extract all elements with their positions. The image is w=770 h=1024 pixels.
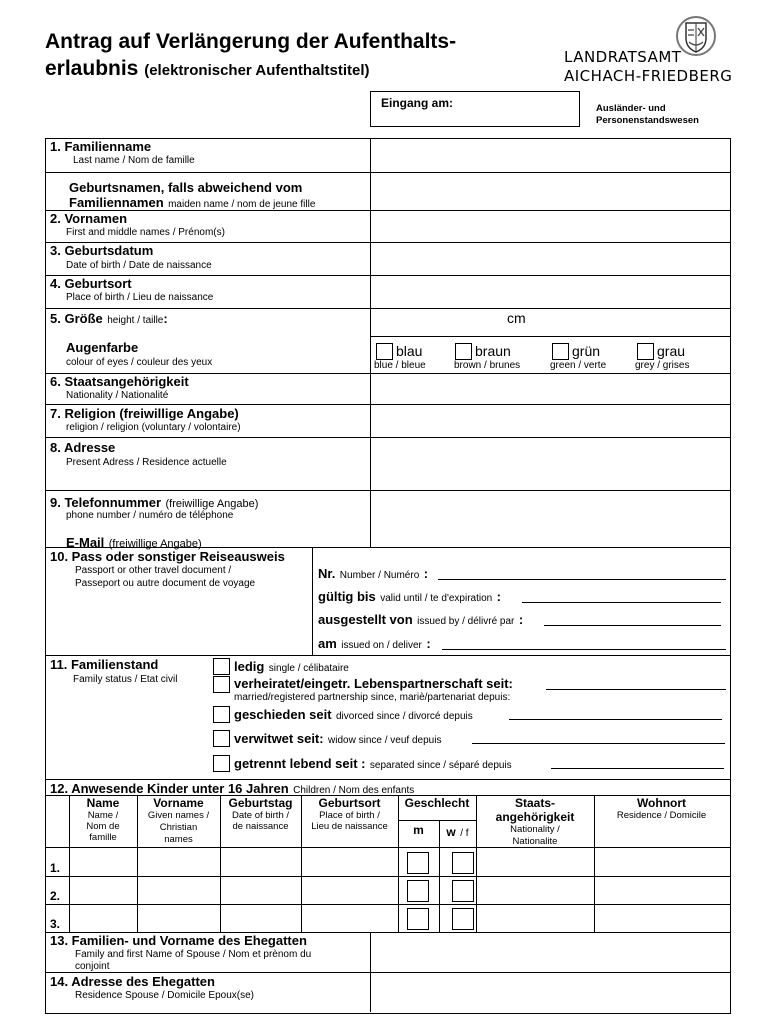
telefon-email-input[interactable] [371,491,729,547]
col-w-header-row [439,823,476,841]
marital-separated-row [234,755,512,773]
col-vorname-sub1: Given names / [147,810,210,821]
pass-am-input[interactable] [442,649,726,650]
col-geschlecht-header: Geschlecht [404,796,470,810]
eye-brown-label: braun [475,343,511,359]
staatsangehoerigkeit-input[interactable] [371,374,729,404]
field-groesse-sub: height / taille [107,315,164,326]
child-row-2-male-checkbox[interactable] [407,880,429,902]
pass-issued-colon: : [518,612,524,627]
eye-green-sub: green / verte [550,360,607,371]
field-kinder-sub: Children / Nom des enfants [293,785,415,796]
col-vorname-header: Vorname [153,796,204,810]
field-geburtsdatum-sub: Date of birth / Date de naissance [66,260,212,271]
eye-brown-checkbox[interactable] [455,343,472,360]
col-name-sub2: Nom de [86,821,120,832]
child-row-3-male-checkbox[interactable] [407,908,429,930]
pass-issued-input[interactable] [544,625,721,626]
field-adresse-label: 8. Adresse [50,440,116,455]
field-pass-sub2: Passeport ou autre document de voyage [75,578,256,589]
field-telefon-sub: phone number / numéro de téléphone [66,510,234,521]
col-geburtsort-sub1: Place of birth / [319,810,380,821]
field-geburtsdatum-label: 3. Geburtsdatum [50,243,154,258]
child-row-1-number: 1. [50,861,61,875]
familienname-input[interactable] [371,139,729,172]
marital-ledig-checkbox[interactable] [213,658,230,675]
child-row-3-number: 3. [50,917,61,931]
col-staats-sub2: Nationalite [512,836,558,847]
form-title: Antrag auf Verlängerung der Aufenthalts- [45,30,457,53]
col-staats-header1: Staats- [514,796,555,810]
pass-am-sub: issued on / deliver [341,640,422,651]
col-w-sub: / f [460,828,469,839]
col-vorname-sub3: names [164,834,193,845]
col-geburtsort-sub2: Lieu de naissance [311,821,388,832]
groesse-unit: cm [507,310,526,326]
eye-grey-checkbox[interactable] [637,343,654,360]
field-familienstand-label: 11. Familienstand [50,657,159,672]
child-row-2-female-checkbox[interactable] [452,880,474,902]
col-wohnort-sub: Residence / Domicile [616,810,707,821]
vornamen-input[interactable] [371,211,729,242]
department-line1: Ausländer- und [596,103,666,114]
eyes-sub: colour of eyes / couleur des yeux [66,357,213,368]
col-geburtstag-header: Geburtstag [228,796,293,810]
col-w-header: w [446,825,456,839]
field-spouse-address-label: 14. Adresse des Ehegatten [50,974,215,989]
adresse-input[interactable] [371,438,729,490]
col-vorname-sub2: Christian [159,822,198,833]
field-familienname-label: 1. Familienname [50,139,152,154]
pass-nr-label: Nr. [318,566,336,581]
geburtsort-input[interactable] [371,276,729,308]
marital-divorced-row [234,706,473,724]
col-name-header: Name [86,796,120,810]
field-familienstand-sub: Family status / Etat civil [73,674,178,685]
field-geburtsort-label: 4. Geburtsort [50,276,132,291]
child-row-3-female-checkbox[interactable] [452,908,474,930]
marital-divorced-input[interactable] [509,719,722,720]
eye-green-checkbox[interactable] [552,343,569,360]
col-geburtstag-sub1: Date of birth / [231,810,290,821]
marital-separated-input[interactable] [551,768,724,769]
field-spouse-name-sub2: conjoint [75,961,110,972]
col-staats-header2: angehörigkeit [495,810,575,824]
eye-grey-sub: grey / grises [635,360,690,371]
marital-married-sub: married/registered partnership since, mariè/partenariat depuis: [234,692,511,703]
field-staatsangehoerigkeit-label: 6. Staatsangehörigkeit [50,374,189,389]
marital-separated-sub: separated since / séparé depuis [369,760,512,771]
eye-blue-label: blau [396,343,423,359]
field-spouse-address-sub: Residence Spouse / Domicile Epoux(se) [75,990,254,1001]
spouse-address-input[interactable] [371,973,729,1012]
col-geburtstag-sub2: de naissance [232,821,289,832]
col-m-header: m [413,823,424,837]
eingang-label: Eingang am: [381,96,454,110]
col-name-sub1: Name / [87,810,119,821]
marital-widowed-label: verwitwet seit: [234,731,324,746]
spouse-name-input[interactable] [371,933,729,972]
pass-valid-sub: valid until / te d'expiration [380,593,493,604]
pass-issued-label: ausgestellt von [318,612,413,627]
field-kinder-label: 12. Anwesende Kinder unter 16 Jahren [50,781,289,796]
form-subtitle: (elektronischer Aufenthaltstitel) [144,62,370,79]
marital-widowed-input[interactable] [472,743,725,744]
marital-widowed-checkbox[interactable] [213,730,230,747]
pass-valid-input[interactable] [522,602,721,603]
pass-issued-label-row [318,611,523,629]
pass-nr-colon: : [423,566,429,581]
eye-green-label: grün [572,343,601,359]
field-spouse-name-sub1: Family and first Name of Spouse / Nom et prènom du [75,949,312,960]
col-staats-sub1: Nationality / [510,824,560,835]
geburtsdatum-input[interactable] [371,243,729,275]
field-groesse-label-row [50,310,168,328]
field-telefon-label: 9. Telefonnummer [50,495,162,510]
field-geburtsort-sub: Place of birth / Lieu de naissance [66,292,214,303]
field-telefon-note: (freiwillige Angabe) [165,498,259,510]
pass-am-colon: : [426,636,431,651]
marital-divorced-label: geschieden seit [234,707,332,722]
pass-am-label-row [318,635,431,653]
field-spouse-name-label: 13. Familien- und Vorname des Ehegatten [50,933,307,948]
marital-widowed-row [234,730,441,748]
field-email-label: E-Mail [66,535,105,550]
eye-grey-label: grau [657,343,686,359]
field-pass-sub1: Passport or other travel document / [75,565,232,576]
col-wohnort-header: Wohnort [636,796,687,810]
logo-text-line2: AICHACH-FRIEDBERG [564,67,733,85]
pass-valid-colon: : [496,589,502,604]
marital-widowed-sub: widow since / veuf depuis [328,735,442,746]
birthname-label: Geburtsnamen, falls abweichend vom [69,180,303,195]
form-title-word: erlaubnis [45,57,139,80]
child-row-2-number: 2. [50,889,61,903]
field-pass-label: 10. Pass oder sonstiger Reiseausweis [50,549,285,564]
marital-married-input[interactable] [546,689,726,690]
marital-separated-checkbox[interactable] [213,755,230,772]
child-row-1-female-checkbox[interactable] [452,852,474,874]
field-staatsangehoerigkeit-sub: Nationality / Nationalité [66,390,169,401]
field-groesse-label: 5. Größe [50,311,103,326]
marital-divorced-checkbox[interactable] [213,706,230,723]
col-name-sub3: famille [89,832,117,843]
marital-separated-label: getrennt lebend seit : [234,756,366,771]
field-familienname-sub: Last name / Nom de famille [73,155,195,166]
groesse-input[interactable] [371,309,729,336]
field-vornamen-label: 2. Vornamen [50,211,128,226]
marital-married-checkbox[interactable] [213,676,230,693]
birthname-label-word: Familiennamen [69,195,164,210]
pass-nr-input[interactable] [438,579,726,580]
field-religion-label: 7. Religion (freiwillige Angabe) [50,406,239,421]
department-line2: Personenstandswesen [596,115,699,126]
eye-brown-sub: brown / brunes [454,360,521,371]
eye-blue-checkbox[interactable] [376,343,393,360]
logo-text-line1: LANDRATSAMT [564,48,682,66]
religion-input[interactable] [371,405,729,437]
marital-ledig-label: ledig [234,659,265,674]
pass-valid-label: gültig bis [318,589,376,604]
pass-issued-sub: issued by / délivré par [417,616,515,627]
marital-married-label: verheiratet/eingetr. Lebenspartnerschaft seit: [234,676,513,691]
field-email-note: (freiwillige Angabe) [108,538,202,550]
marital-ledig-row [234,658,349,676]
birthname-input[interactable] [371,173,729,210]
eyes-label: Augenfarbe [66,340,139,355]
birthname-sub: maiden name / nom de jeune fille [168,199,316,210]
field-vornamen-sub: First and middle names / Prénom(s) [66,227,225,238]
birthname-label-line2 [69,194,315,212]
form-title-line2 [45,57,370,81]
field-religion-sub: religion / religion (voluntary / volontaire) [66,422,241,433]
field-groesse-colon: : [163,311,168,326]
pass-nr-sub: Number / Numéro [339,570,420,581]
marital-divorced-sub: divorced since / divorcé depuis [336,711,473,722]
eye-blue-sub: blue / bleue [374,360,426,371]
pass-am-label: am [318,636,337,651]
child-row-1-male-checkbox[interactable] [407,852,429,874]
marital-ledig-sub: single / célibataire [268,663,349,674]
pass-nr-label-row [318,565,428,583]
field-adresse-sub: Present Adress / Residence actuelle [66,457,227,468]
crest-logo-icon [676,14,716,58]
pass-valid-label-row [318,588,501,606]
col-geburtsort-header: Geburtsort [318,796,381,810]
